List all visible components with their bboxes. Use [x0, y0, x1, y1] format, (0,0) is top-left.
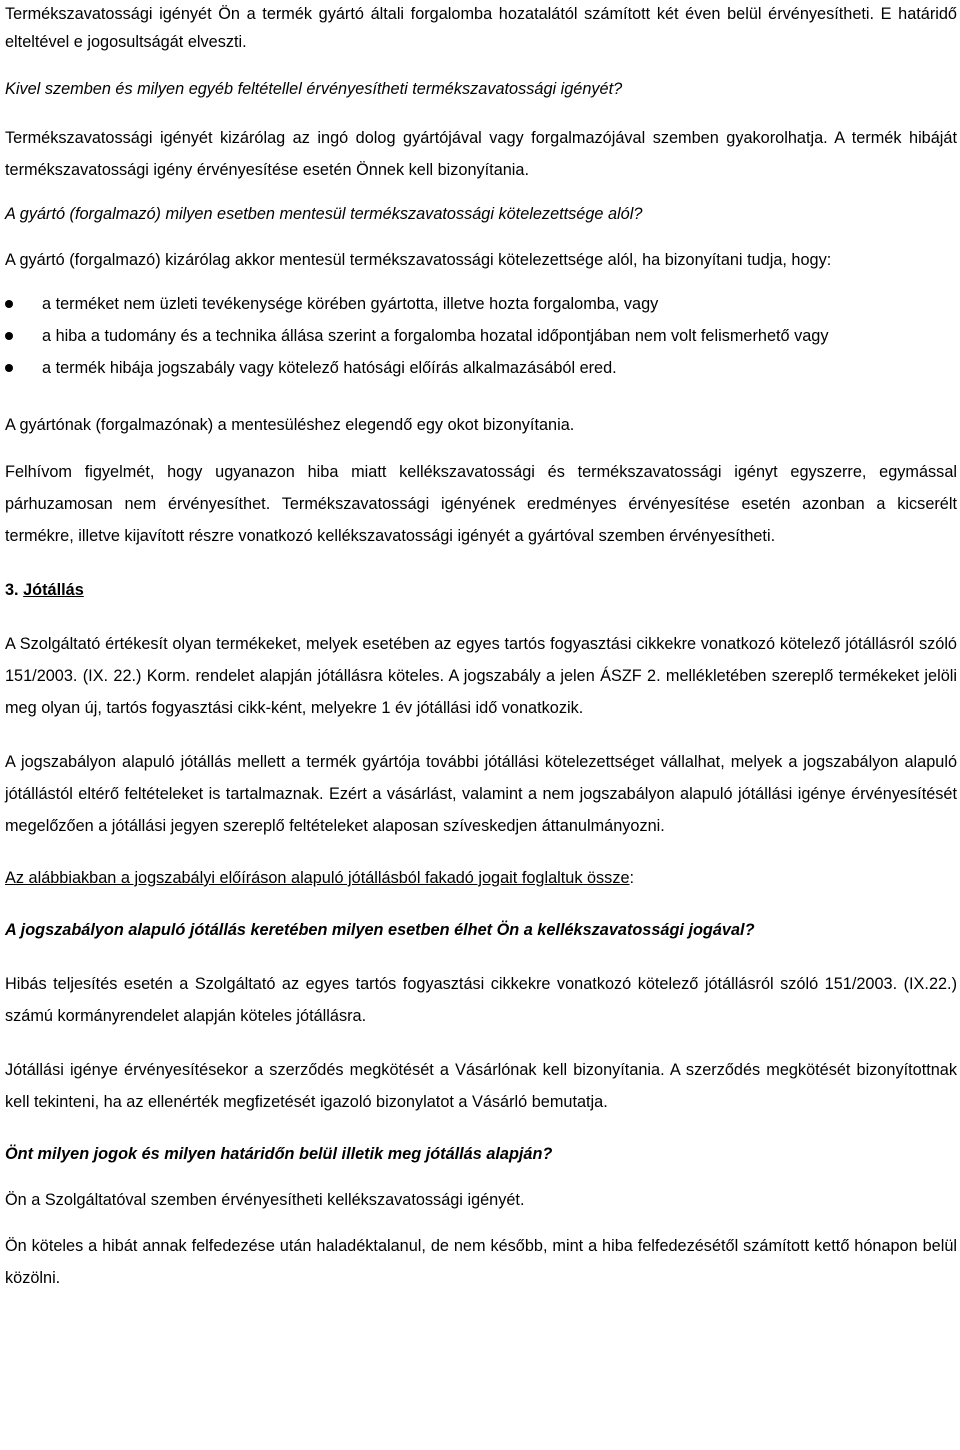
- document-page: [5, 0, 957, 1294]
- list-item: a termék hibája jogszabály vagy kötelező hatósági előírás alkalmazásából ered.: [5, 352, 957, 384]
- paragraph-claim-against-provider: Ön a Szolgáltatóval szemben érvényesítheti kellékszavatossági igényét.: [5, 1191, 525, 1209]
- paragraph-notify-deadline: Ön köteles a hibát annak felfedezése után haladéktalanul, de nem később, mint a hiba felfedezésétől számított kettő hónapon belül közölni.: [5, 1237, 957, 1287]
- paragraph-summary-intro: Az alábbiakban a jogszabályi előíráson alapuló jótállásból fakadó jogait foglaltuk össze:: [5, 869, 635, 887]
- paragraph-claim-deadline: Termékszavatossági igényét Ön a termék gyártó általi forgalomba hozatalától számított két éven belül érvényesítheti. E határidő elteltével e jogosultságát elveszti.: [5, 5, 957, 51]
- question-exemption: A gyártó (forgalmazó) milyen esetben mentesül termékszavatossági kötelezettsége alól?: [5, 205, 643, 223]
- question-against-whom: Kivel szemben és milyen egyéb feltétellel érvényesítheti termékszavatossági igényét?: [5, 80, 623, 98]
- paragraph-parallel-claims: Felhívom figyelmét, hogy ugyanazon hiba miatt kellékszavatossági és termékszavatossági igényt egyszerre, egymással párhuzamosan nem érvényesíthet. Termékszavatossági igényének eredményes érvényesítése esetén azonban a kicserélt termékre, illetve kijavított részre vonatkozó kellékszavatossági igényét a gyártóval szemben érvényesítheti.: [5, 463, 957, 545]
- question-warranty-rights: A jogszabályon alapuló jótállás keretében milyen esetben élhet Ön a kellékszavatossági jogával?: [5, 921, 755, 939]
- bullet-icon: [5, 364, 13, 372]
- bullet-icon: [5, 300, 13, 308]
- bullet-icon: [5, 332, 13, 340]
- list-item: a hiba a tudomány és a technika állása szerint a forgalomba hozatal időpontjában nem volt felismerhető vagy: [5, 320, 957, 352]
- list-item: a terméket nem üzleti tevékenysége körében gyártotta, illetve hozta forgalomba, vagy: [5, 288, 957, 320]
- exemption-list: [5, 288, 957, 384]
- paragraph-claim-parties: Termékszavatossági igényét kizárólag az ingó dolog gyártójával vagy forgalmazójával szemben gyakorolhatja. A termék hibáját termékszavatossági igény érvényesítése esetén Önnek kell bizonyítania.: [5, 129, 957, 179]
- paragraph-manufacturer-warranty: A jogszabályon alapuló jótállás mellett a termék gyártója további jótállási kötelezettséget vállalhat, melyek a jogszabályon alapuló jótállástól eltérő feltételeket is tartalmaznak. Ezért a vásárlást, valamint a nem jogszabályon alapuló jótállási igénye érvényesítését megelőzően a jótállási jegyen szereplő feltételeket alaposan szíveskedjen áttanulmányozni.: [5, 753, 957, 835]
- question-rights-deadline: Önt milyen jogok és milyen határidőn belül illetik meg jótállás alapján?: [5, 1145, 553, 1163]
- paragraph-warranty-intro: A Szolgáltató értékesít olyan termékeket, melyek esetében az egyes tartós fogyasztási cikkekre vonatkozó kötelező jótállásról szóló 151/2003. (IX. 22.) Korm. rendelet alapján jótállásra köteles. A jogszabály a jelen ÁSZF 2. mellékletében szereplő termékeket jelöli meg olyan új, tartós fogyasztási cikk-ként, melyekre 1 év jótállási idő vonatkozik.: [5, 635, 957, 717]
- paragraph-defective-performance: Hibás teljesítés esetén a Szolgáltató az egyes tartós fogyasztási cikkekre vonatkozó kötelező jótállásról szóló 151/2003. (IX.22.) számú kormányrendelet alapján köteles jótállásra.: [5, 975, 957, 1025]
- paragraph-exemption-conditions: A gyártó (forgalmazó) kizárólag akkor mentesül termékszavatossági kötelezettsége alól, ha bizonyítani tudja, hogy:: [5, 251, 832, 269]
- paragraph-contract-proof: Jótállási igénye érvényesítésekor a szerződés megkötését a Vásárlónak kell bizonyítania. A szerződés megkötését bizonyítottnak kell tekinteni, ha az ellenérték megfizetését igazoló bizonylatot a Vásárló bemutatja.: [5, 1061, 957, 1111]
- paragraph-one-reason: A gyártónak (forgalmazónak) a mentesüléshez elegendő egy okot bizonyítania.: [5, 416, 575, 434]
- section-heading: 3. Jótállás: [5, 581, 84, 599]
